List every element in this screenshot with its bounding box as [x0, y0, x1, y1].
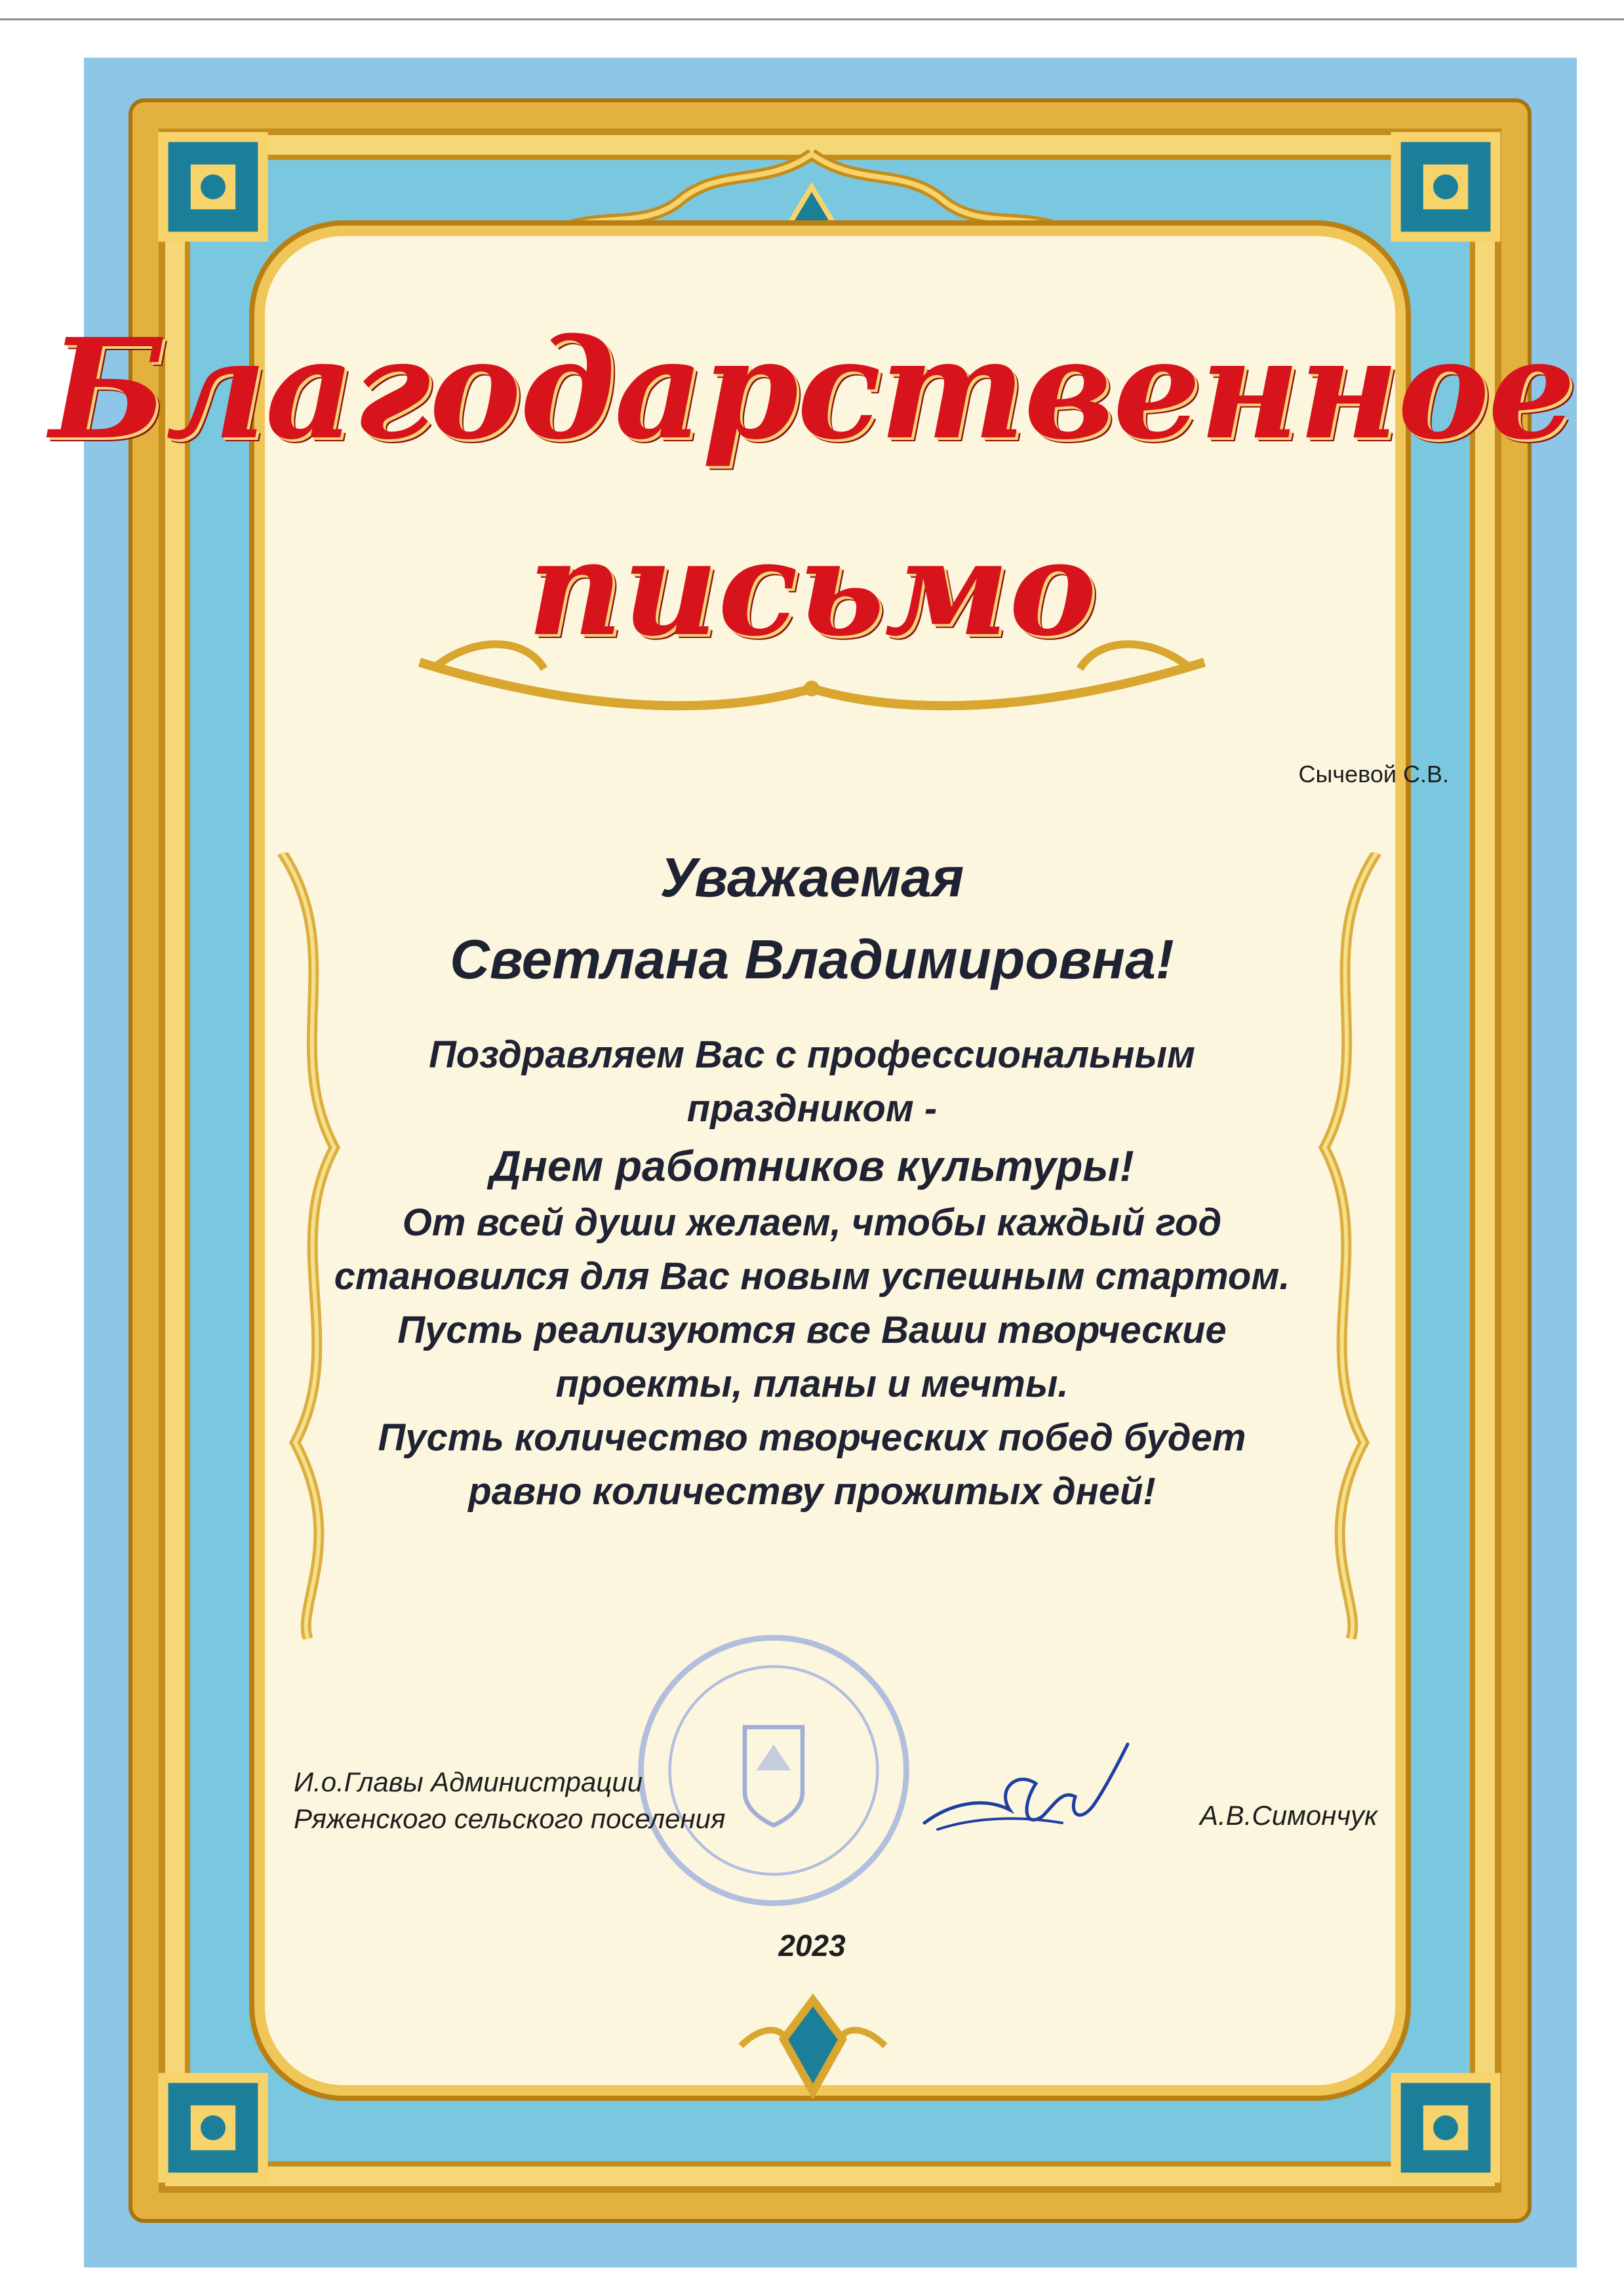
certificate-title-line1: Благодарственное	[49, 308, 1575, 470]
title-divider-ornament	[393, 623, 1231, 715]
corner-ornament-bottom-right	[1383, 2066, 1508, 2190]
corner-ornament-top-left	[151, 125, 275, 249]
body-line: равно количеству прожитых дней!	[468, 1470, 1156, 1513]
body-line: проекты, планы и мечты.	[555, 1363, 1069, 1405]
body-line: праздником -	[686, 1087, 938, 1130]
corner-ornament-bottom-left	[151, 2066, 275, 2190]
body-line: становился для Вас новым успешным стартом.	[334, 1255, 1290, 1298]
position-line: И.о.Главы Администрации	[294, 1766, 643, 1797]
salutation: Уважаемая	[660, 847, 964, 908]
signatory-name: А.В.Симончук	[1200, 1800, 1377, 1831]
body-line: Пусть количество творческих побед будет	[378, 1416, 1246, 1459]
recipient-full-name: Светлана Владимировна!	[450, 928, 1174, 990]
certificate-title-line2: письмо	[527, 511, 1097, 666]
handwritten-signature	[911, 1731, 1141, 1862]
certificate-year: 2023	[778, 1928, 846, 1963]
body-line: Поздравляем Вас с профессиональным	[429, 1033, 1195, 1076]
position-line: Ряженского сельского поселения	[294, 1803, 726, 1834]
body-line: Пусть реализуются все Ваши творческие	[397, 1309, 1227, 1351]
signatory-position	[294, 1764, 725, 1837]
congratulation-text	[328, 1028, 1296, 1519]
corner-ornament-top-right	[1383, 125, 1508, 249]
scan-edge-line	[0, 18, 1624, 20]
body-line: От всей души желаем, чтобы каждый год	[402, 1201, 1222, 1244]
recipient-short-name: Сычевой С.В.	[1298, 761, 1449, 788]
bottom-center-ornament	[728, 1993, 898, 2098]
holiday-name: Днем работников культуры!	[490, 1142, 1134, 1190]
